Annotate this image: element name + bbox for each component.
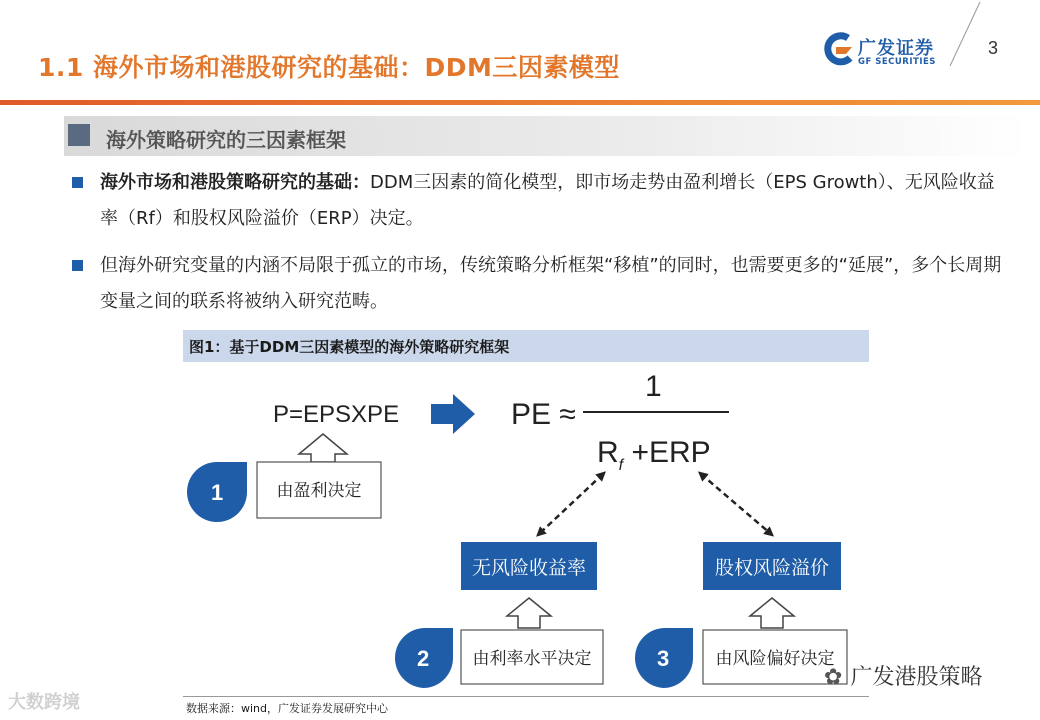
- bullet-text: DDM三因素的简化模型，即市场走势由盈利增长（EPS Growth）、无风险收益率（Rf）和股权风险溢价（ERP）决定。: [100, 172, 995, 229]
- denom-sub: f: [618, 457, 624, 474]
- erp-label: 股权风险溢价: [714, 558, 830, 579]
- figure-caption: 图1：基于DDM三因素模型的海外策略研究框架: [189, 338, 510, 356]
- up-arrow-icon: [299, 434, 347, 462]
- factor-3-label: 由风险偏好决定: [715, 649, 835, 668]
- bullet-square-icon: [72, 177, 83, 188]
- company-logo: [818, 30, 948, 74]
- bullet-bold-text: 海外市场和港股策略研究的基础：: [100, 172, 370, 193]
- wechat-icon: ✿: [824, 665, 843, 690]
- factor-2-number: 2: [417, 646, 430, 671]
- dashed-arrow-left: [539, 474, 603, 534]
- dashed-arrow-right: [701, 474, 771, 534]
- up-arrow-icon: [750, 598, 794, 628]
- header-rule: [0, 100, 1040, 105]
- bullet-square-icon: [72, 260, 83, 271]
- section-square-icon: [68, 124, 90, 146]
- section-title: 海外策略研究的三因素框架: [106, 128, 346, 152]
- denom-rest: +ERP: [623, 436, 711, 469]
- logo-text-cn: 广发证券: [858, 38, 934, 59]
- watermark-left: 大数跨境: [8, 692, 80, 713]
- bullet-item: [72, 165, 1002, 237]
- factor-3-number: 3: [657, 646, 670, 671]
- pe-label: PE ≈: [511, 398, 576, 431]
- denom-r: R: [597, 436, 619, 469]
- watermark-right-text: 广发港股策略: [850, 665, 983, 690]
- logo-text-en: GF SECURITIES: [858, 57, 936, 67]
- factor-1-number: 1: [211, 480, 224, 505]
- pe-numerator: 1: [645, 370, 662, 403]
- ddm-diagram: [183, 362, 869, 692]
- watermark-right: [824, 660, 982, 691]
- figure-source: 数据来源：wind，广发证券发展研究中心: [186, 702, 389, 715]
- factor-1-label: 由盈利决定: [276, 481, 362, 500]
- figure-caption-bar: [183, 330, 869, 362]
- formula-price: P=EPSXPE: [273, 401, 400, 428]
- gf-logo-icon: [822, 32, 856, 68]
- bullet-item: [72, 248, 1002, 320]
- right-arrow-icon: [431, 394, 475, 434]
- risk-free-label: 无风险收益率: [471, 558, 587, 579]
- page-title: 1.1 海外市场和港股研究的基础：DDM三因素模型: [38, 53, 620, 82]
- up-arrow-icon: [507, 598, 551, 628]
- factor-2-label: 由利率水平决定: [472, 649, 592, 668]
- source-rule: [183, 696, 869, 697]
- section-heading: [64, 116, 1028, 156]
- pe-denominator: [597, 436, 711, 474]
- bullet-text: 但海外研究变量的内涵不局限于孤立的市场，传统策略分析框架“移植”的同时，也需要更多的“延展”，多个长周期变量之间的联系将被纳入研究范畴。: [100, 255, 1002, 312]
- page-number: 3: [988, 38, 999, 58]
- header-divider: [946, 0, 986, 70]
